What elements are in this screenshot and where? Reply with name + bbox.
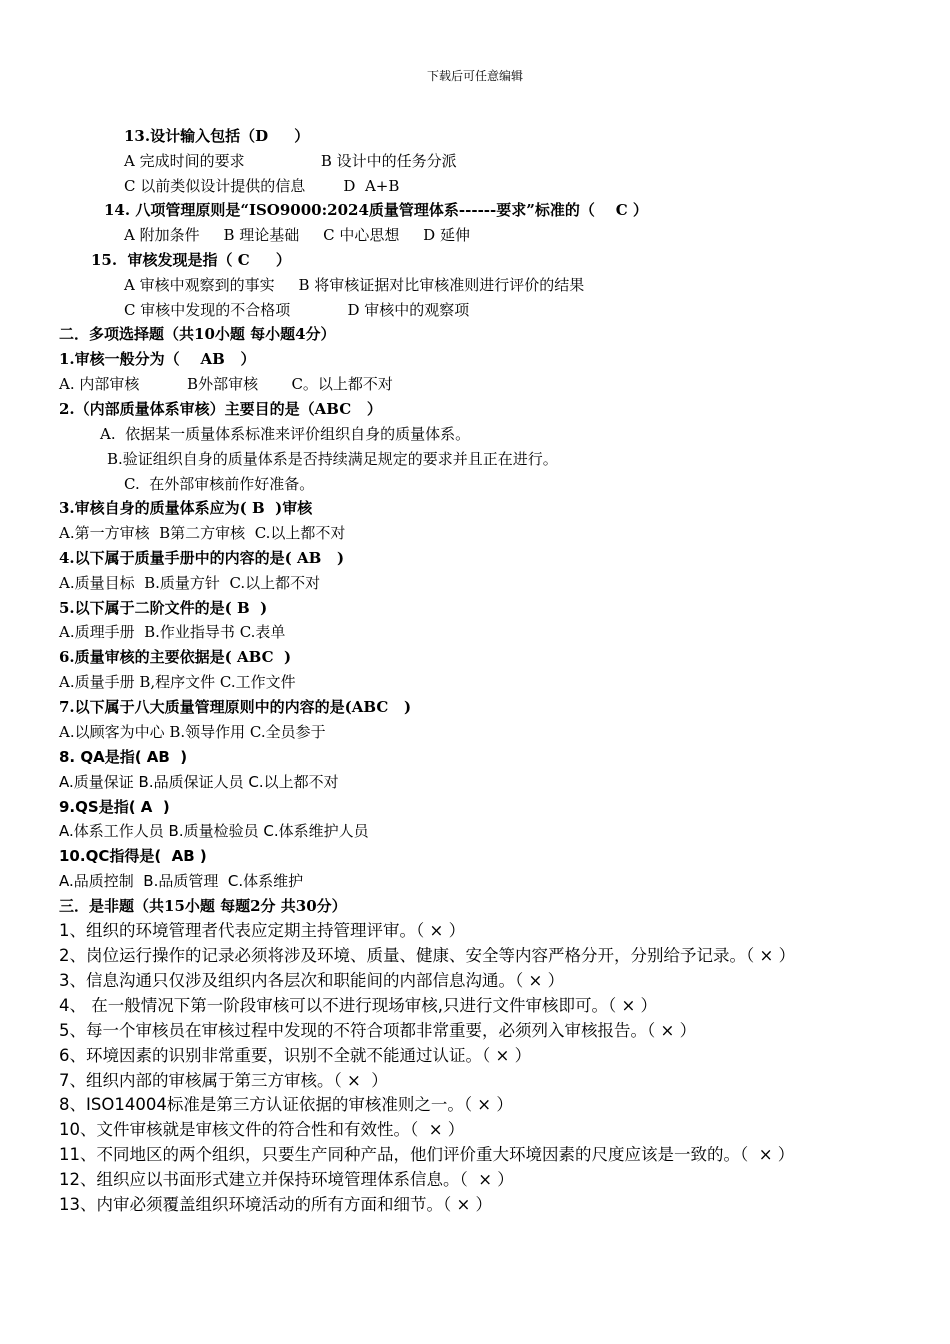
page-header: 下载后可任意编辑 [426, 69, 523, 83]
multi-question-1: 1.审核一般分为（ AB ） [59, 350, 256, 368]
question-15: 15. 审核发现是指（ C ） [91, 251, 291, 269]
true-false-13: 13、内审必须覆盖组织环境活动的所有方面和细节。（ × ） [59, 1195, 493, 1214]
multi-question-2-option-a: A. 依据某一质量体系标准来评价组织自身的质量体系。 [100, 425, 471, 443]
multi-question-4-options: A.质量目标 B.质量方针 C.以上都不对 [59, 574, 321, 592]
section-3-heading: 三．是非题（共15小题 每题2分 共30分） [59, 897, 347, 915]
multi-question-7-options: A.以顾客为中心 B.领导作用 C.全员参于 [59, 723, 326, 741]
question-13-options-ab: A 完成时间的要求 B 设计中的任务分派 [124, 152, 457, 170]
true-false-3: 3、信息沟通只仅涉及组织内各层次和职能间的内部信息沟通。（ × ） [59, 971, 565, 990]
multi-question-9: 9.QS是指( A ) [59, 798, 170, 816]
true-false-1: 1、组织的环境管理者代表应定期主持管理评审。（ × ） [59, 921, 466, 940]
true-false-7: 7、组织内部的审核属于第三方审核。（ × ） [59, 1071, 388, 1090]
true-false-5: 5、每一个审核员在审核过程中发现的不符合项都非常重要，必须列入审核报告。（ × ） [59, 1021, 697, 1040]
true-false-8: 8、ISO14004标准是第三方认证依据的审核准则之一。（ × ） [59, 1095, 513, 1114]
multi-question-7: 7.以下属于八大质量管理原则中的内容的是(ABC ) [59, 698, 412, 716]
multi-question-2: 2.（内部质量体系审核）主要目的是（ABC ） [59, 400, 382, 418]
multi-question-3-options: A.第一方审核 B第二方审核 C.以上都不对 [59, 524, 346, 542]
true-false-12: 12、组织应以书面形式建立并保持环境管理体系信息。（ × ） [59, 1170, 514, 1189]
multi-question-9-options: A.体系工作人员 B.质量检验员 C.体系维护人员 [59, 822, 369, 840]
multi-question-3: 3.审核自身的质量体系应为( B )审核 [59, 499, 313, 517]
multi-question-5: 5.以下属于二阶文件的是( B ) [59, 599, 268, 617]
multi-question-6-options: A.质量手册 B,程序文件 C.工作文件 [59, 673, 296, 691]
true-false-4: 4、 在一般情况下第一阶段审核可以不进行现场审核,只进行文件审核即可。（ × ） [59, 996, 658, 1015]
question-14: 14. 八项管理原则是“ISO9000:2024质量管理体系------要求”标准的（ C ） [104, 201, 648, 219]
true-false-11: 11、不同地区的两个组织，只要生产同种产品，他们评价重大环境因素的尺度应该是一致的。（ × ） [59, 1145, 795, 1164]
section-2-heading: 二．多项选择题（共10小题 每小题4分） [59, 325, 336, 343]
multi-question-2-option-c: C. 在外部审核前作好准备。 [124, 475, 315, 493]
true-false-10: 10、文件审核就是审核文件的符合性和有效性。（ × ） [59, 1120, 465, 1139]
multi-question-8: 8. QA是指( AB ) [59, 748, 188, 766]
multi-question-6: 6.质量审核的主要依据是( ABC ) [59, 648, 292, 666]
multi-question-10-options: A.品质控制 B.品质管理 C.体系维护 [59, 872, 304, 890]
multi-question-8-options: A.质量保证 B.品质保证人员 C.以上都不对 [59, 773, 339, 791]
question-13-options-cd: C 以前类似设计提供的信息 D A+B [124, 177, 400, 195]
question-13: 13.设计输入包括（D ） [124, 127, 310, 145]
multi-question-4: 4.以下属于质量手册中的内容的是( AB ) [59, 549, 345, 567]
question-14-options: A 附加条件 B 理论基础 C 中心思想 D 延伸 [124, 226, 470, 244]
question-15-options-cd: C 审核中发现的不合格项 D 审核中的观察项 [124, 301, 470, 319]
multi-question-10: 10.QC指得是( AB ) [59, 847, 207, 865]
multi-question-1-options: A. 内部审核 B外部审核 C。以上都不对 [59, 375, 393, 393]
multi-question-2-option-b: B.验证组织自身的质量体系是否持续满足规定的要求并且正在进行。 [107, 450, 558, 468]
true-false-2: 2、岗位运行操作的记录必须将涉及环境、质量、健康、安全等内容严格分开，分别给予记录。（ × ） [59, 946, 796, 965]
question-15-options-ab: A 审核中观察到的事实 B 将审核证据对比审核准则进行评价的结果 [124, 276, 585, 294]
true-false-6: 6、环境因素的识别非常重要，识别不全就不能通过认证。（ × ） [59, 1046, 532, 1065]
multi-question-5-options: A.质理手册 B.作业指导书 C.表单 [59, 623, 286, 641]
